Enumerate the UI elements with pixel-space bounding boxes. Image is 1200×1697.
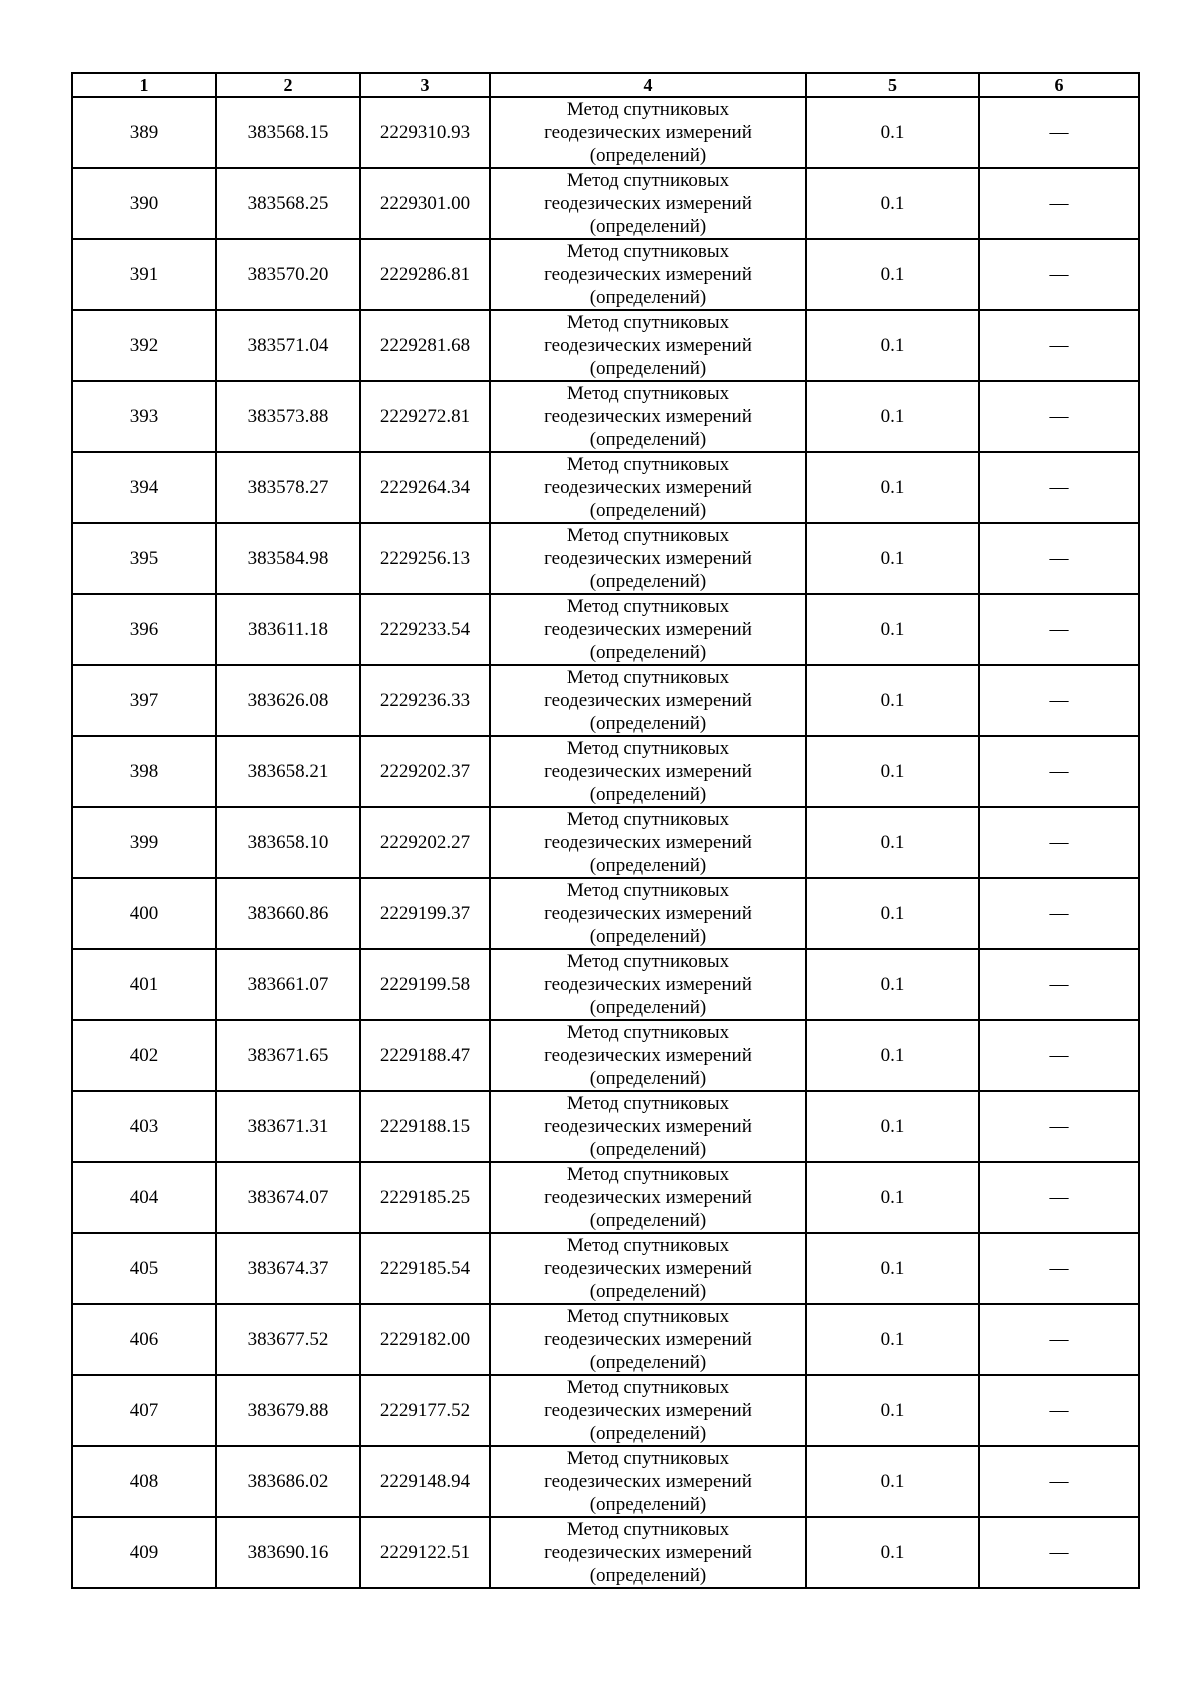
method-cell <box>490 1091 806 1162</box>
x-coordinate-cell: 383568.15 <box>216 97 360 168</box>
x-coordinate-cell: 383674.37 <box>216 1233 360 1304</box>
method-line: (определений) <box>589 287 707 308</box>
y-coordinate-cell: 2229286.81 <box>360 239 490 310</box>
accuracy-cell: 0.1 <box>806 1304 979 1375</box>
method-cell <box>490 239 806 310</box>
method-line: геодезических измерений <box>544 832 752 853</box>
note-cell: — <box>979 878 1139 949</box>
method-line: (определений) <box>589 1139 707 1160</box>
y-coordinate-cell: 2229188.47 <box>360 1020 490 1091</box>
method-line: геодезических измерений <box>544 1116 752 1137</box>
method-line: геодезических измерений <box>544 903 752 924</box>
method-line: Метод спутниковых <box>566 99 730 120</box>
method-cell <box>490 168 806 239</box>
y-coordinate-cell: 2229264.34 <box>360 452 490 523</box>
method-cell <box>490 452 806 523</box>
note-cell: — <box>979 736 1139 807</box>
x-coordinate-cell: 383677.52 <box>216 1304 360 1375</box>
y-coordinate-cell: 2229272.81 <box>360 381 490 452</box>
method-line: Метод спутниковых <box>566 170 730 191</box>
table-row <box>72 1375 1139 1446</box>
method-line: Метод спутниковых <box>566 383 730 404</box>
note-cell: — <box>979 523 1139 594</box>
y-coordinate-cell: 2229301.00 <box>360 168 490 239</box>
method-line: Метод спутниковых <box>566 667 730 688</box>
table-row <box>72 594 1139 665</box>
note-cell: — <box>979 1304 1139 1375</box>
accuracy-cell: 0.1 <box>806 239 979 310</box>
method-line: Метод спутниковых <box>566 454 730 475</box>
method-line: Метод спутниковых <box>566 1164 730 1185</box>
x-coordinate-cell: 383658.21 <box>216 736 360 807</box>
point-number-cell: 409 <box>72 1517 216 1588</box>
point-number-cell: 400 <box>72 878 216 949</box>
method-line: (определений) <box>589 926 707 947</box>
y-coordinate-cell: 2229281.68 <box>360 310 490 381</box>
accuracy-cell: 0.1 <box>806 1162 979 1233</box>
method-line: Метод спутниковых <box>566 1306 730 1327</box>
note-cell: — <box>979 452 1139 523</box>
method-line: геодезических измерений <box>544 193 752 214</box>
method-line: геодезических измерений <box>544 1471 752 1492</box>
method-line: Метод спутниковых <box>566 738 730 759</box>
y-coordinate-cell: 2229310.93 <box>360 97 490 168</box>
method-line: (определений) <box>589 500 707 521</box>
accuracy-cell: 0.1 <box>806 1233 979 1304</box>
method-line: (определений) <box>589 145 707 166</box>
method-cell <box>490 381 806 452</box>
note-cell: — <box>979 949 1139 1020</box>
x-coordinate-cell: 383658.10 <box>216 807 360 878</box>
method-line: (определений) <box>589 1423 707 1444</box>
table-row <box>72 452 1139 523</box>
method-line: Метод спутниковых <box>566 1235 730 1256</box>
point-number-cell: 391 <box>72 239 216 310</box>
method-line: геодезических измерений <box>544 1187 752 1208</box>
y-coordinate-cell: 2229185.25 <box>360 1162 490 1233</box>
accuracy-cell: 0.1 <box>806 1020 979 1091</box>
table-row <box>72 168 1139 239</box>
method-line: (определений) <box>589 1210 707 1231</box>
method-line: (определений) <box>589 358 707 379</box>
method-line: (определений) <box>589 1352 707 1373</box>
method-line: (определений) <box>589 855 707 876</box>
method-line: геодезических измерений <box>544 1045 752 1066</box>
method-cell <box>490 1162 806 1233</box>
method-line: (определений) <box>589 713 707 734</box>
accuracy-cell: 0.1 <box>806 381 979 452</box>
x-coordinate-cell: 383661.07 <box>216 949 360 1020</box>
x-coordinate-cell: 383571.04 <box>216 310 360 381</box>
accuracy-cell: 0.1 <box>806 1091 979 1162</box>
method-line: (определений) <box>589 571 707 592</box>
y-coordinate-cell: 2229236.33 <box>360 665 490 736</box>
method-cell <box>490 807 806 878</box>
method-line: геодезических измерений <box>544 1400 752 1421</box>
table-row <box>72 878 1139 949</box>
method-line: геодезических измерений <box>544 548 752 569</box>
column-header-2: 2 <box>216 73 360 97</box>
table-row <box>72 381 1139 452</box>
note-cell: — <box>979 1233 1139 1304</box>
y-coordinate-cell: 2229202.37 <box>360 736 490 807</box>
column-header-6: 6 <box>979 73 1139 97</box>
x-coordinate-cell: 383690.16 <box>216 1517 360 1588</box>
accuracy-cell: 0.1 <box>806 594 979 665</box>
method-line: геодезических измерений <box>544 477 752 498</box>
method-line: (определений) <box>589 1281 707 1302</box>
method-line: Метод спутниковых <box>566 596 730 617</box>
note-cell: — <box>979 1162 1139 1233</box>
table-row <box>72 1091 1139 1162</box>
method-line: Метод спутниковых <box>566 1022 730 1043</box>
table-row <box>72 1233 1139 1304</box>
x-coordinate-cell: 383679.88 <box>216 1375 360 1446</box>
y-coordinate-cell: 2229177.52 <box>360 1375 490 1446</box>
method-line: геодезических измерений <box>544 690 752 711</box>
method-cell <box>490 1020 806 1091</box>
y-coordinate-cell: 2229188.15 <box>360 1091 490 1162</box>
accuracy-cell: 0.1 <box>806 807 979 878</box>
point-number-cell: 389 <box>72 97 216 168</box>
note-cell: — <box>979 168 1139 239</box>
x-coordinate-cell: 383570.20 <box>216 239 360 310</box>
accuracy-cell: 0.1 <box>806 1517 979 1588</box>
method-cell <box>490 736 806 807</box>
x-coordinate-cell: 383568.25 <box>216 168 360 239</box>
note-cell: — <box>979 1446 1139 1517</box>
point-number-cell: 408 <box>72 1446 216 1517</box>
table-row <box>72 523 1139 594</box>
method-line: Метод спутниковых <box>566 1377 730 1398</box>
note-cell: — <box>979 807 1139 878</box>
method-line: (определений) <box>589 216 707 237</box>
table-row <box>72 239 1139 310</box>
method-line: Метод спутниковых <box>566 951 730 972</box>
method-line: (определений) <box>589 1068 707 1089</box>
y-coordinate-cell: 2229233.54 <box>360 594 490 665</box>
header-row <box>72 73 1139 97</box>
method-cell <box>490 97 806 168</box>
method-line: геодезических измерений <box>544 1542 752 1563</box>
note-cell: — <box>979 381 1139 452</box>
method-line: Метод спутниковых <box>566 809 730 830</box>
note-cell: — <box>979 1020 1139 1091</box>
table-row <box>72 97 1139 168</box>
method-cell <box>490 1375 806 1446</box>
x-coordinate-cell: 383671.31 <box>216 1091 360 1162</box>
method-line: Метод спутниковых <box>566 1093 730 1114</box>
point-number-cell: 393 <box>72 381 216 452</box>
method-cell <box>490 1233 806 1304</box>
method-cell <box>490 949 806 1020</box>
method-line: геодезических измерений <box>544 406 752 427</box>
method-cell <box>490 1517 806 1588</box>
method-line: Метод спутниковых <box>566 525 730 546</box>
y-coordinate-cell: 2229199.37 <box>360 878 490 949</box>
table-row <box>72 949 1139 1020</box>
x-coordinate-cell: 383611.18 <box>216 594 360 665</box>
column-header-3: 3 <box>360 73 490 97</box>
method-line: Метод спутниковых <box>566 1519 730 1540</box>
y-coordinate-cell: 2229256.13 <box>360 523 490 594</box>
method-line: (определений) <box>589 429 707 450</box>
point-number-cell: 395 <box>72 523 216 594</box>
point-number-cell: 399 <box>72 807 216 878</box>
method-line: геодезических измерений <box>544 264 752 285</box>
y-coordinate-cell: 2229148.94 <box>360 1446 490 1517</box>
method-cell <box>490 310 806 381</box>
accuracy-cell: 0.1 <box>806 949 979 1020</box>
accuracy-cell: 0.1 <box>806 97 979 168</box>
x-coordinate-cell: 383660.86 <box>216 878 360 949</box>
point-number-cell: 394 <box>72 452 216 523</box>
table-row <box>72 1517 1139 1588</box>
point-number-cell: 402 <box>72 1020 216 1091</box>
coordinates-table <box>71 72 1140 1589</box>
table-row <box>72 1304 1139 1375</box>
accuracy-cell: 0.1 <box>806 168 979 239</box>
method-line: (определений) <box>589 997 707 1018</box>
note-cell: — <box>979 594 1139 665</box>
accuracy-cell: 0.1 <box>806 736 979 807</box>
table-row <box>72 665 1139 736</box>
y-coordinate-cell: 2229122.51 <box>360 1517 490 1588</box>
x-coordinate-cell: 383626.08 <box>216 665 360 736</box>
method-line: Метод спутниковых <box>566 880 730 901</box>
method-line: геодезических измерений <box>544 761 752 782</box>
point-number-cell: 390 <box>72 168 216 239</box>
point-number-cell: 405 <box>72 1233 216 1304</box>
method-line: геодезических измерений <box>544 335 752 356</box>
method-line: Метод спутниковых <box>566 241 730 262</box>
method-cell <box>490 1446 806 1517</box>
point-number-cell: 401 <box>72 949 216 1020</box>
accuracy-cell: 0.1 <box>806 310 979 381</box>
method-line: геодезических измерений <box>544 974 752 995</box>
accuracy-cell: 0.1 <box>806 1375 979 1446</box>
note-cell: — <box>979 310 1139 381</box>
x-coordinate-cell: 383686.02 <box>216 1446 360 1517</box>
x-coordinate-cell: 383674.07 <box>216 1162 360 1233</box>
method-line: геодезических измерений <box>544 1258 752 1279</box>
method-line: (определений) <box>589 1565 707 1586</box>
point-number-cell: 392 <box>72 310 216 381</box>
method-line: Метод спутниковых <box>566 312 730 333</box>
accuracy-cell: 0.1 <box>806 523 979 594</box>
point-number-cell: 396 <box>72 594 216 665</box>
table-row <box>72 736 1139 807</box>
method-cell <box>490 594 806 665</box>
column-header-5: 5 <box>806 73 979 97</box>
accuracy-cell: 0.1 <box>806 452 979 523</box>
y-coordinate-cell: 2229202.27 <box>360 807 490 878</box>
table-body <box>72 97 1139 1588</box>
table-row <box>72 1162 1139 1233</box>
accuracy-cell: 0.1 <box>806 878 979 949</box>
table-row <box>72 1446 1139 1517</box>
note-cell: — <box>979 239 1139 310</box>
y-coordinate-cell: 2229182.00 <box>360 1304 490 1375</box>
method-cell <box>490 523 806 594</box>
note-cell: — <box>979 665 1139 736</box>
note-cell: — <box>979 1091 1139 1162</box>
x-coordinate-cell: 383573.88 <box>216 381 360 452</box>
table-row <box>72 1020 1139 1091</box>
table-row <box>72 310 1139 381</box>
note-cell: — <box>979 97 1139 168</box>
method-line: геодезических измерений <box>544 619 752 640</box>
column-header-4: 4 <box>490 73 806 97</box>
accuracy-cell: 0.1 <box>806 665 979 736</box>
note-cell: — <box>979 1517 1139 1588</box>
table-row <box>72 807 1139 878</box>
accuracy-cell: 0.1 <box>806 1446 979 1517</box>
column-header-1: 1 <box>72 73 216 97</box>
point-number-cell: 398 <box>72 736 216 807</box>
method-line: геодезических измерений <box>544 1329 752 1350</box>
method-line: (определений) <box>589 784 707 805</box>
point-number-cell: 404 <box>72 1162 216 1233</box>
x-coordinate-cell: 383578.27 <box>216 452 360 523</box>
method-cell <box>490 878 806 949</box>
method-line: (определений) <box>589 1494 707 1515</box>
method-line: Метод спутниковых <box>566 1448 730 1469</box>
y-coordinate-cell: 2229199.58 <box>360 949 490 1020</box>
method-line: (определений) <box>589 642 707 663</box>
point-number-cell: 403 <box>72 1091 216 1162</box>
y-coordinate-cell: 2229185.54 <box>360 1233 490 1304</box>
point-number-cell: 397 <box>72 665 216 736</box>
point-number-cell: 407 <box>72 1375 216 1446</box>
method-cell <box>490 1304 806 1375</box>
method-cell <box>490 665 806 736</box>
note-cell: — <box>979 1375 1139 1446</box>
x-coordinate-cell: 383584.98 <box>216 523 360 594</box>
x-coordinate-cell: 383671.65 <box>216 1020 360 1091</box>
method-line: геодезических измерений <box>544 122 752 143</box>
point-number-cell: 406 <box>72 1304 216 1375</box>
